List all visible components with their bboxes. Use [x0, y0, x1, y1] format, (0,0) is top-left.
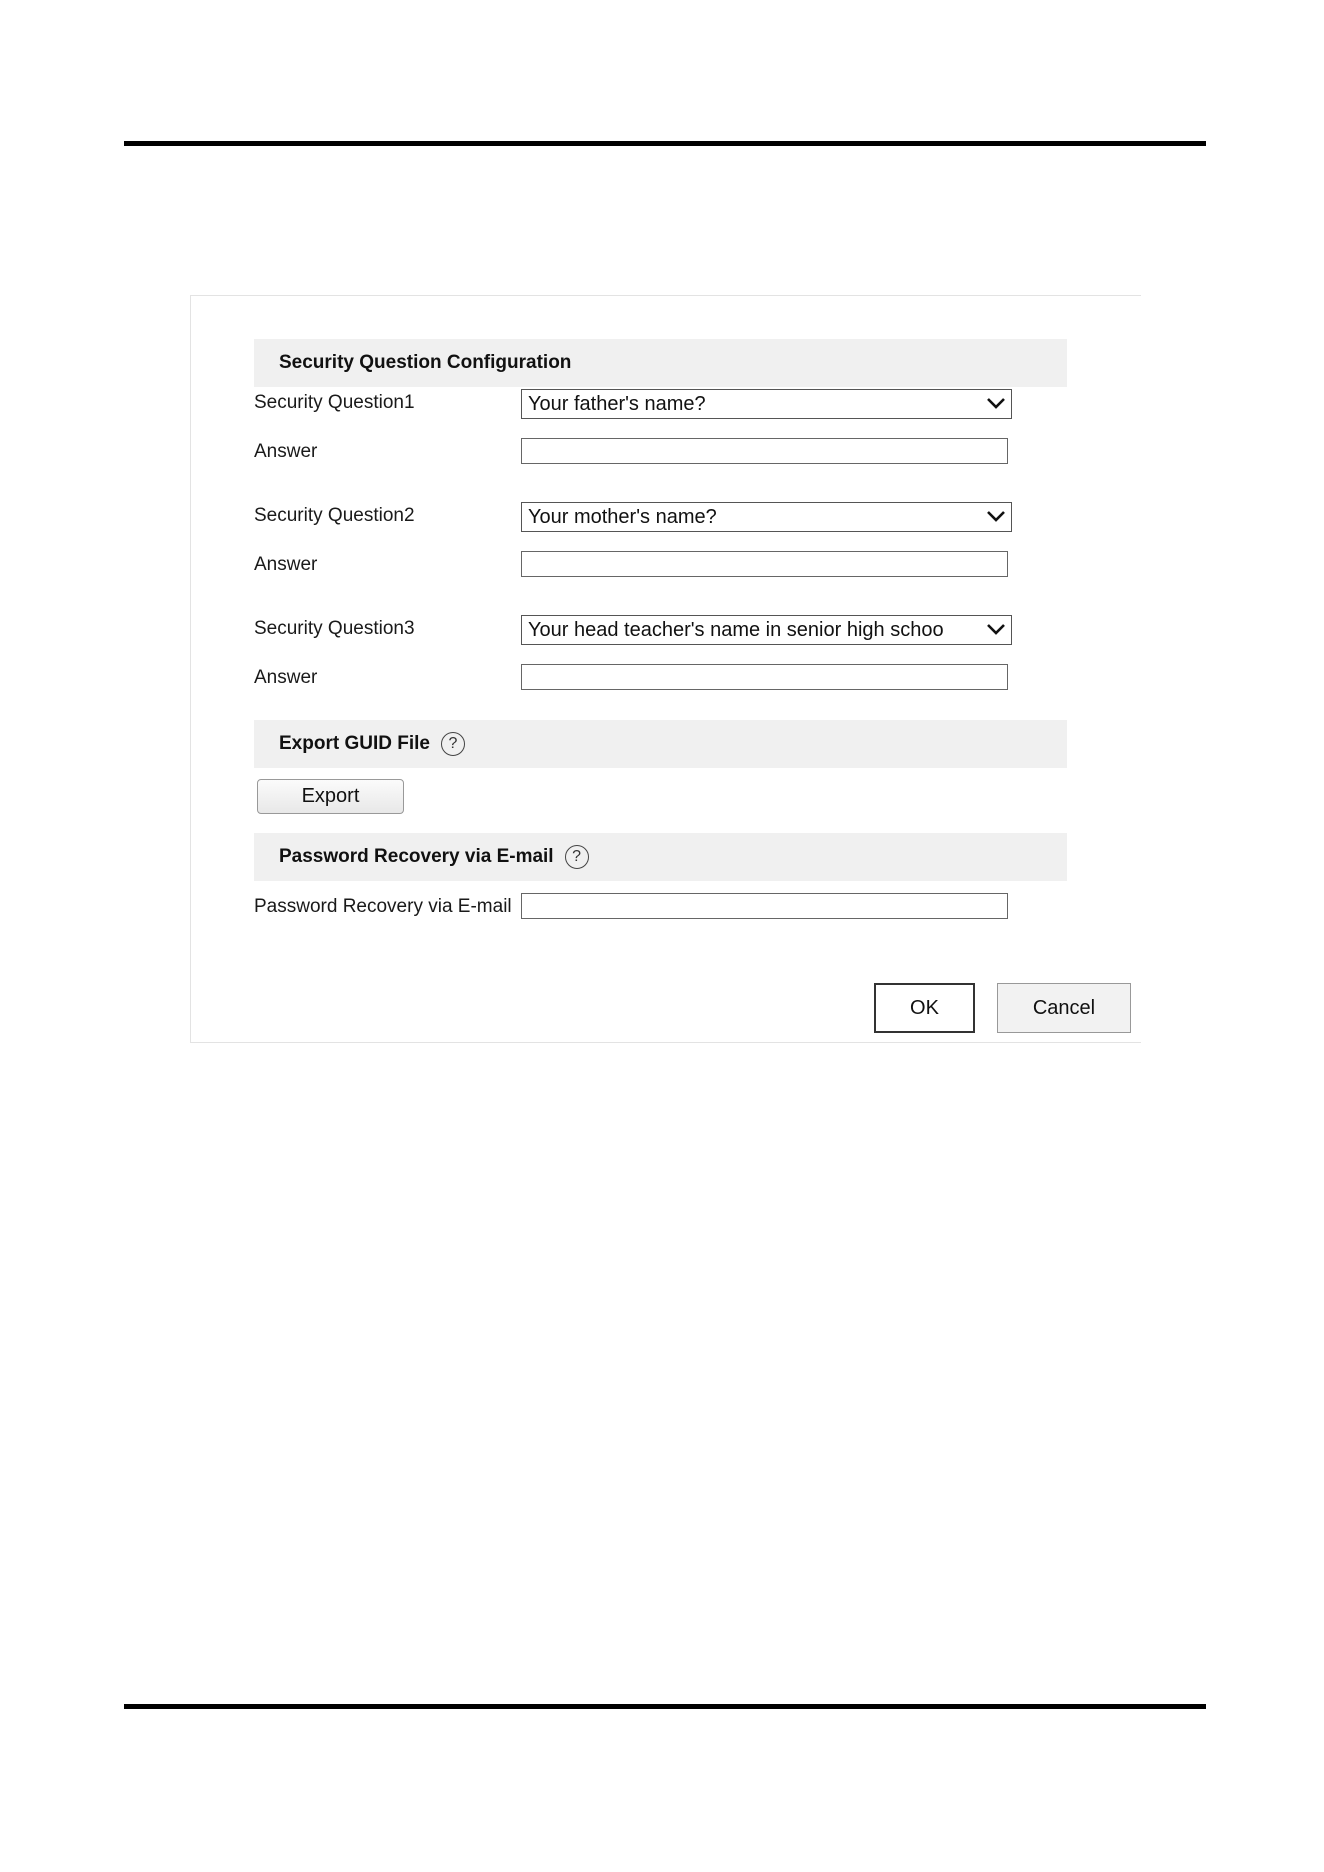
cancel-button[interactable]: Cancel: [997, 983, 1131, 1033]
chevron-down-icon: [987, 510, 1005, 522]
answer2-input[interactable]: [521, 551, 1008, 577]
page-bottom-rule: [124, 1704, 1206, 1709]
help-icon[interactable]: ?: [441, 732, 465, 756]
security-question1-label: Security Question1: [254, 392, 415, 413]
answer1-input[interactable]: [521, 438, 1008, 464]
answer3-label: Answer: [254, 667, 318, 688]
export-guid-title: Export GUID File: [279, 733, 430, 754]
security-question-title: Security Question Configuration: [279, 352, 572, 373]
security-question3-label: Security Question3: [254, 618, 415, 639]
password-recovery-title: Password Recovery via E-mail: [279, 846, 554, 867]
security-question-header: [254, 339, 1067, 387]
export-guid-header: [254, 720, 1067, 768]
security-question2-value: Your mother's name?: [528, 505, 717, 528]
ok-button[interactable]: OK: [874, 983, 975, 1033]
answer2-label: Answer: [254, 554, 318, 575]
password-recovery-header: [254, 833, 1067, 881]
answer1-label: Answer: [254, 441, 318, 462]
security-question1-select[interactable]: [521, 389, 1012, 419]
security-question3-value: Your head teacher's name in senior high schoo: [528, 618, 944, 641]
security-question3-select[interactable]: [521, 615, 1012, 645]
security-question1-value: Your father's name?: [528, 392, 706, 415]
security-question2-label: Security Question2: [254, 505, 415, 526]
recovery-email-input[interactable]: [521, 893, 1008, 919]
security-question2-select[interactable]: [521, 502, 1012, 532]
chevron-down-icon: [987, 397, 1005, 409]
chevron-down-icon: [987, 623, 1005, 635]
help-icon[interactable]: ?: [565, 845, 589, 869]
export-button[interactable]: Export: [257, 779, 404, 814]
recovery-email-label: Password Recovery via E-mail: [254, 896, 512, 917]
page-top-rule: [124, 141, 1206, 146]
answer3-input[interactable]: [521, 664, 1008, 690]
